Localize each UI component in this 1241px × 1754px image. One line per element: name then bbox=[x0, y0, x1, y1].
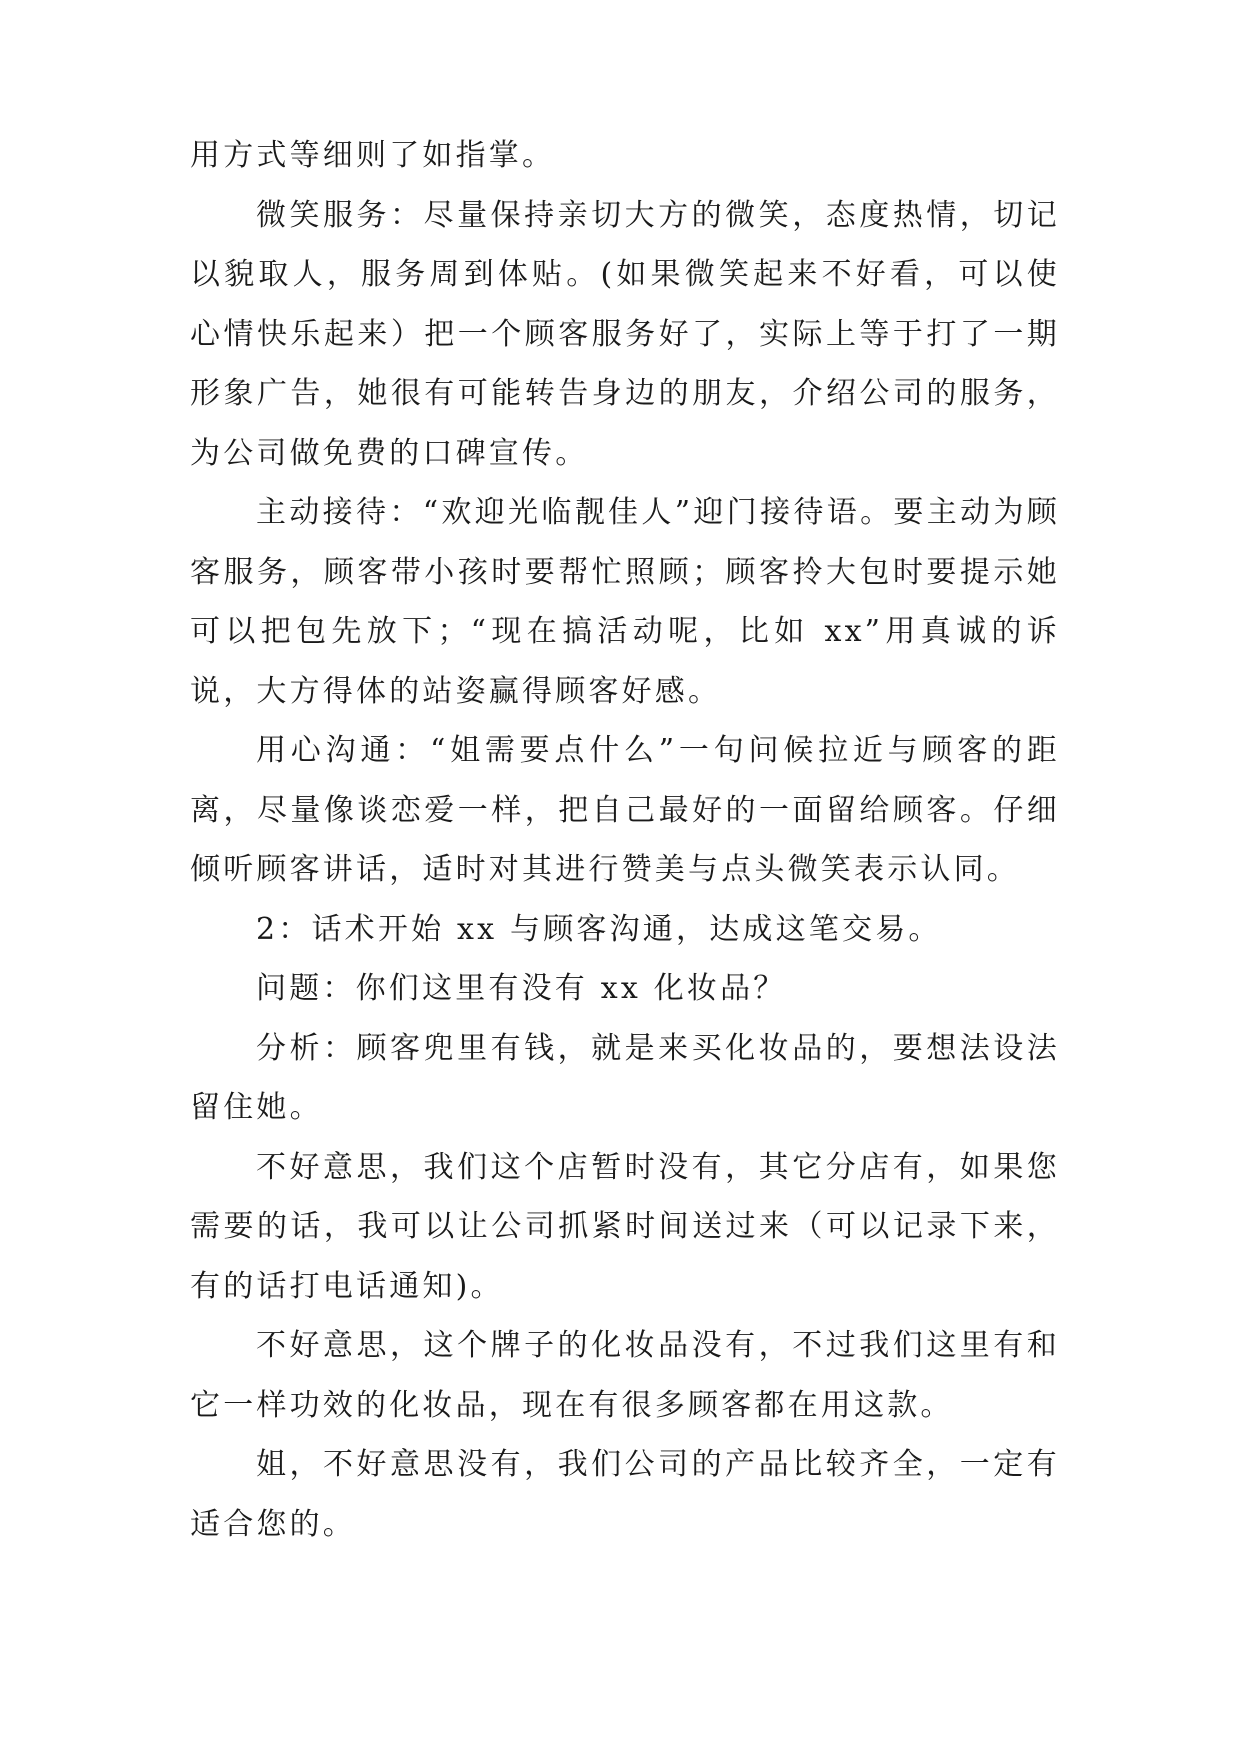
paragraph-reply-two: 不好意思，这个牌子的化妆品没有，不过我们这里有和它一样功效的化妆品，现在有很多顾客都在用这款。 bbox=[190, 1328, 1060, 1423]
document-body bbox=[190, 126, 1060, 1554]
paragraph-smile-service: 微笑服务：尽量保持亲切大方的微笑，态度热情，切记以貌取人，服务周到体贴。(如果微笑起来不好看，可以使心情快乐起来）把一个顾客服务好了，实际上等于打了一期形象广告，她很有可能转告身边的朋友，介绍公司的服务，为公司做免费的口碑宣传。 bbox=[190, 197, 1060, 471]
paragraph-question: 问题：你们这里有没有 xx 化妆品？ bbox=[256, 971, 787, 1006]
paragraph-reply-one: 不好意思，我们这个店暂时没有，其它分店有，如果您需要的话，我可以让公司抓紧时间送过来（可以记录下来，有的话打电话通知)。 bbox=[190, 1149, 1060, 1304]
paragraph-continuation: 用方式等细则了如指掌。 bbox=[190, 138, 556, 173]
paragraph-active-reception: 主动接待：“欢迎光临靓佳人”迎门接待语。要主动为顾客服务，顾客带小孩时要帮忙照顾；顾客拎大包时要提示她可以把包先放下；“现在搞活动呢，比如 xx”用真诚的诉说，大方得体的站姿赢得顾客好感。 bbox=[190, 495, 1060, 709]
paragraph-reply-three: 姐，不好意思没有，我们公司的产品比较齐全，一定有适合您的。 bbox=[190, 1447, 1060, 1542]
paragraph-attentive-communication: 用心沟通：“姐需要点什么”一句问候拉近与顾客的距离，尽量像谈恋爱一样，把自己最好的一面留给顾客。仔细倾听顾客讲话，适时对其进行赞美与点头微笑表示认同。 bbox=[190, 733, 1060, 887]
paragraph-script-start: 2：话术开始 xx 与顾客沟通，达成这笔交易。 bbox=[256, 911, 942, 947]
paragraph-analysis: 分析：顾客兜里有钱，就是来买化妆品的，要想法设法留住她。 bbox=[190, 1030, 1060, 1125]
